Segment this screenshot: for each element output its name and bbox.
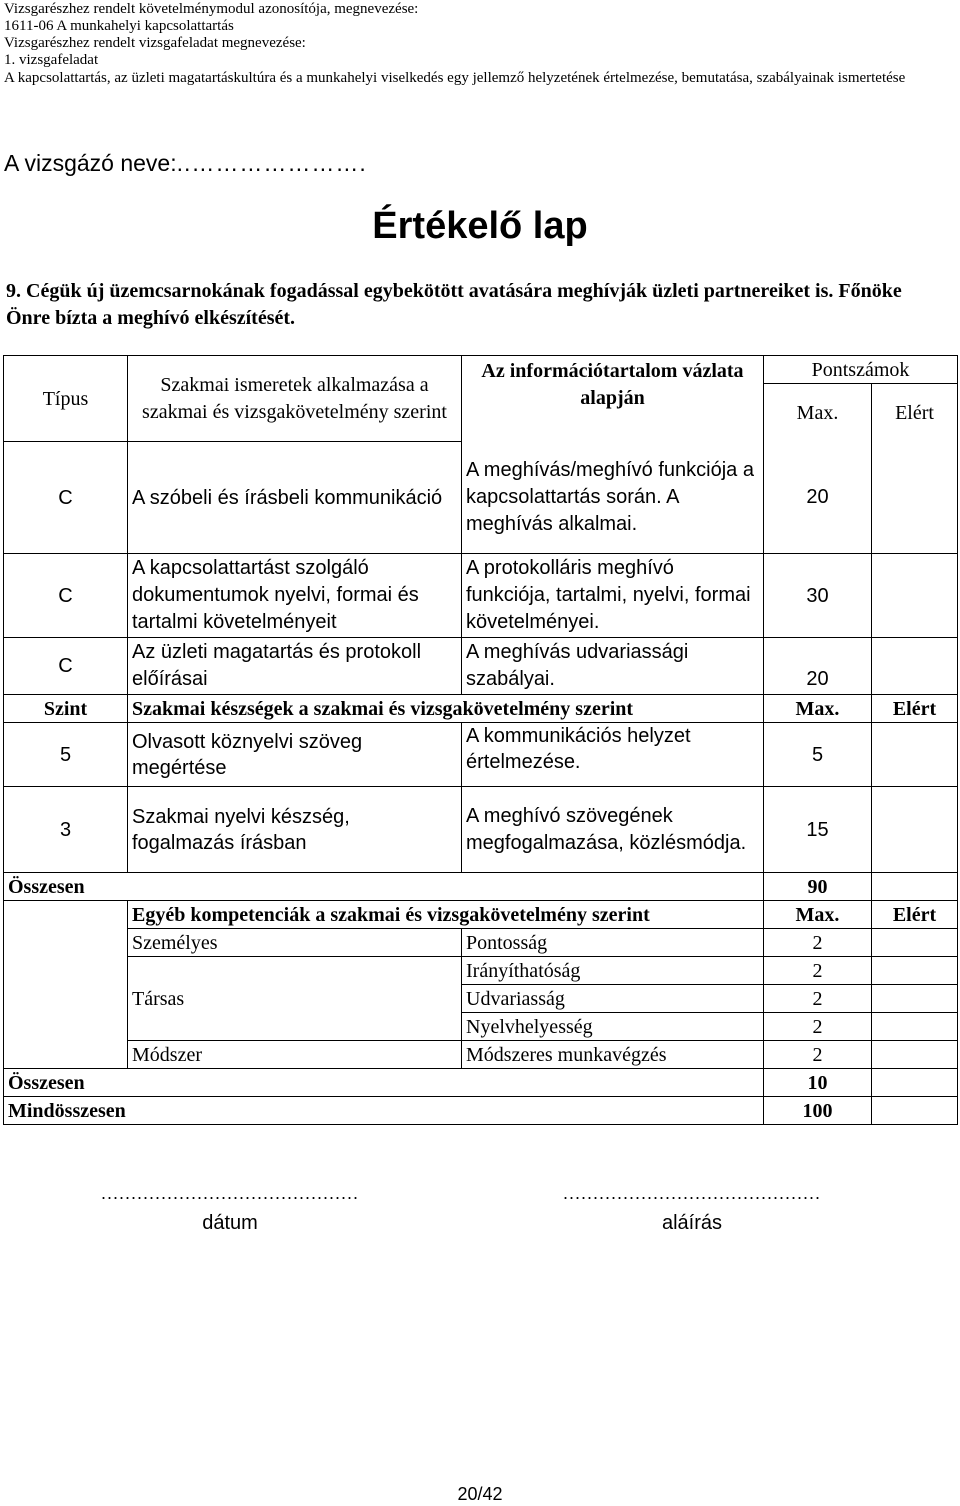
- examinee-name-line: [4, 150, 367, 177]
- other-max: 2: [764, 929, 872, 957]
- skills-header-elert: Elért: [872, 695, 958, 723]
- knowledge-info: A meghívás udvariassági szabályai.: [462, 638, 764, 695]
- header-task-number: 1. vizsgafeladat: [4, 52, 99, 68]
- evaluation-table: [3, 355, 958, 1125]
- signature-block: [552, 1183, 832, 1235]
- header-tipus: Típus: [4, 356, 128, 442]
- knowledge-skill: Az üzleti magatartás és protokoll előírásai: [128, 638, 462, 695]
- knowledge-max: 20: [764, 638, 872, 695]
- skill-level: 3: [4, 787, 128, 873]
- skills-header-max: Max.: [764, 695, 872, 723]
- total2-value: 10: [764, 1069, 872, 1097]
- total2-label: Összesen: [4, 1069, 764, 1097]
- grand-total-label: Mindösszesen: [4, 1097, 764, 1125]
- skill-name: Olvasott köznyelvi szöveg megértése: [128, 723, 462, 787]
- skill-info: A kommunikációs helyzet értelmezése.: [462, 723, 764, 787]
- header-module-name: 1611-06 A munkahelyi kapcsolattartás: [4, 18, 234, 34]
- other-header-elert: Elért: [872, 901, 958, 929]
- knowledge-max: 20: [764, 442, 872, 554]
- page-number: 20/42: [457, 1484, 503, 1504]
- skill-level: 5: [4, 723, 128, 787]
- knowledge-type: C: [4, 442, 128, 554]
- skill-info: A meghívó szövegének megfogalmazása, közlésmódja.: [462, 787, 764, 873]
- date-signature-block: [90, 1183, 370, 1235]
- knowledge-info: A meghívás/meghívó funkciója a kapcsolattartás során. A meghívás alkalmai.: [462, 442, 764, 554]
- skill-max: 15: [764, 787, 872, 873]
- skill-name: Szakmai nyelvi készség, fogalmazás írásban: [128, 787, 462, 873]
- knowledge-type: C: [4, 554, 128, 638]
- skill-elert[interactable]: [872, 723, 958, 787]
- other-header-title: Egyéb kompetenciák a szakmai és vizsgakövetelmény szerint: [128, 901, 764, 929]
- other-max: 2: [764, 985, 872, 1013]
- knowledge-max: 30: [764, 554, 872, 638]
- other-item: Pontosság: [462, 929, 764, 957]
- other-item: Irányíthatóság: [462, 957, 764, 985]
- skills-header-title: Szakmai készségek a szakmai és vizsgakövetelmény szerint: [128, 695, 764, 723]
- date-dots[interactable]: ...........................................: [100, 1183, 360, 1203]
- knowledge-elert[interactable]: [872, 638, 958, 695]
- page-title: Értékelő lap: [372, 205, 588, 247]
- other-elert[interactable]: [872, 1013, 958, 1041]
- header-elert: Elért: [872, 384, 958, 442]
- examinee-label: A vizsgázó neve:: [4, 150, 177, 176]
- other-category: Módszer: [128, 1041, 462, 1069]
- examinee-dots: ..………………….: [176, 150, 367, 176]
- task-description: 9. Cégük új üzemcsarnokának fogadással egybekötött avatására meghívják üzleti partnereiket is. Főnöke Önre bízta a meghívó elkészítését.: [6, 280, 902, 329]
- knowledge-skill: A kapcsolattartást szolgáló dokumentumok nyelvi, formai és tartalmi követelményeit: [128, 554, 462, 638]
- grand-total-value: 100: [764, 1097, 872, 1125]
- grand-total-elert[interactable]: [872, 1097, 958, 1125]
- other-max: 2: [764, 1013, 872, 1041]
- header-pontszamok: Pontszámok: [764, 356, 958, 384]
- knowledge-elert[interactable]: [872, 554, 958, 638]
- other-max: 2: [764, 1041, 872, 1069]
- header-task-label: Vizsgarészhez rendelt vizsgafeladat megnevezése:: [4, 35, 306, 51]
- header-max: Max.: [764, 384, 872, 442]
- header-szakmai: Szakmai ismeretek alkalmazása a szakmai és vizsgakövetelmény szerint: [128, 356, 462, 442]
- other-elert[interactable]: [872, 957, 958, 985]
- other-category: Személyes: [128, 929, 462, 957]
- other-header-max: Max.: [764, 901, 872, 929]
- total2-elert[interactable]: [872, 1069, 958, 1097]
- other-category: Társas: [128, 957, 462, 1041]
- other-item: Módszeres munkavégzés: [462, 1041, 764, 1069]
- signature-dots[interactable]: ...........................................: [562, 1183, 822, 1203]
- knowledge-elert[interactable]: [872, 442, 958, 554]
- total1-elert[interactable]: [872, 873, 958, 901]
- total1-value: 90: [764, 873, 872, 901]
- signature-label: aláírás: [661, 1212, 723, 1234]
- knowledge-type: C: [4, 638, 128, 695]
- skill-elert[interactable]: [872, 787, 958, 873]
- other-elert[interactable]: [872, 929, 958, 957]
- total1-label: Összesen: [4, 873, 764, 901]
- other-elert[interactable]: [872, 985, 958, 1013]
- knowledge-skill: A szóbeli és írásbeli kommunikáció: [128, 442, 462, 554]
- header-info: Az információtartalom vázlata alapján: [462, 356, 764, 442]
- other-item: Udvariasság: [462, 985, 764, 1013]
- other-max: 2: [764, 957, 872, 985]
- skills-header-szint: Szint: [4, 695, 128, 723]
- knowledge-info: A protokolláris meghívó funkciója, tartalmi, nyelvi, formai követelményei.: [462, 554, 764, 638]
- header-module-label: Vizsgarészhez rendelt követelménymodul azonosítója, megnevezése:: [4, 1, 419, 17]
- other-item: Nyelvhelyesség: [462, 1013, 764, 1041]
- header-task-description: A kapcsolattartás, az üzleti magatartáskultúra és a munkahelyi viselkedés egy jellemző helyzetének értelmezése, bemutatása, szabályainak ismertetése: [4, 70, 906, 86]
- date-label: dátum: [202, 1212, 258, 1234]
- skill-max: 5: [764, 723, 872, 787]
- other-elert[interactable]: [872, 1041, 958, 1069]
